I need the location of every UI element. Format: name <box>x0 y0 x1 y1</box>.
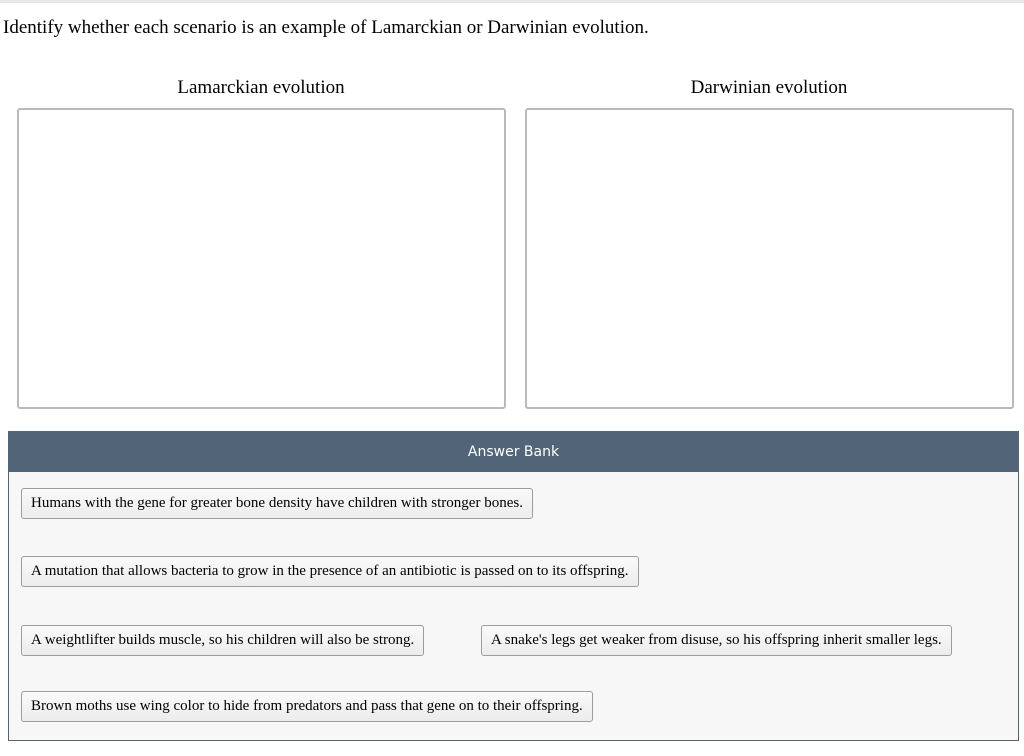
lamarckian-drop-zone[interactable] <box>17 108 506 409</box>
darwinian-drop-zone[interactable] <box>525 108 1014 409</box>
answer-card-snake-legs[interactable]: A snake's legs get weaker from disuse, so his offspring inherit smaller legs. <box>481 625 952 656</box>
question-prompt: Identify whether each scenario is an example of Lamarckian or Darwinian evolution. <box>3 17 649 38</box>
answer-card-antibiotic-mutation[interactable]: A mutation that allows bacteria to grow in the presence of an antibiotic is passed on to its offspring. <box>21 556 639 587</box>
answer-card-brown-moths[interactable]: Brown moths use wing color to hide from predators and pass that gene on to their offspring. <box>21 691 593 722</box>
answer-bank <box>8 431 1019 741</box>
top-divider <box>0 0 1024 3</box>
answer-card-weightlifter[interactable]: A weightlifter builds muscle, so his children will also be strong. <box>21 625 424 656</box>
answer-bank-title: Answer Bank <box>9 432 1018 472</box>
darwinian-heading: Darwinian evolution <box>690 77 848 98</box>
answer-card-bone-density[interactable]: Humans with the gene for greater bone density have children with stronger bones. <box>21 488 533 519</box>
lamarckian-heading: Lamarckian evolution <box>177 77 345 98</box>
